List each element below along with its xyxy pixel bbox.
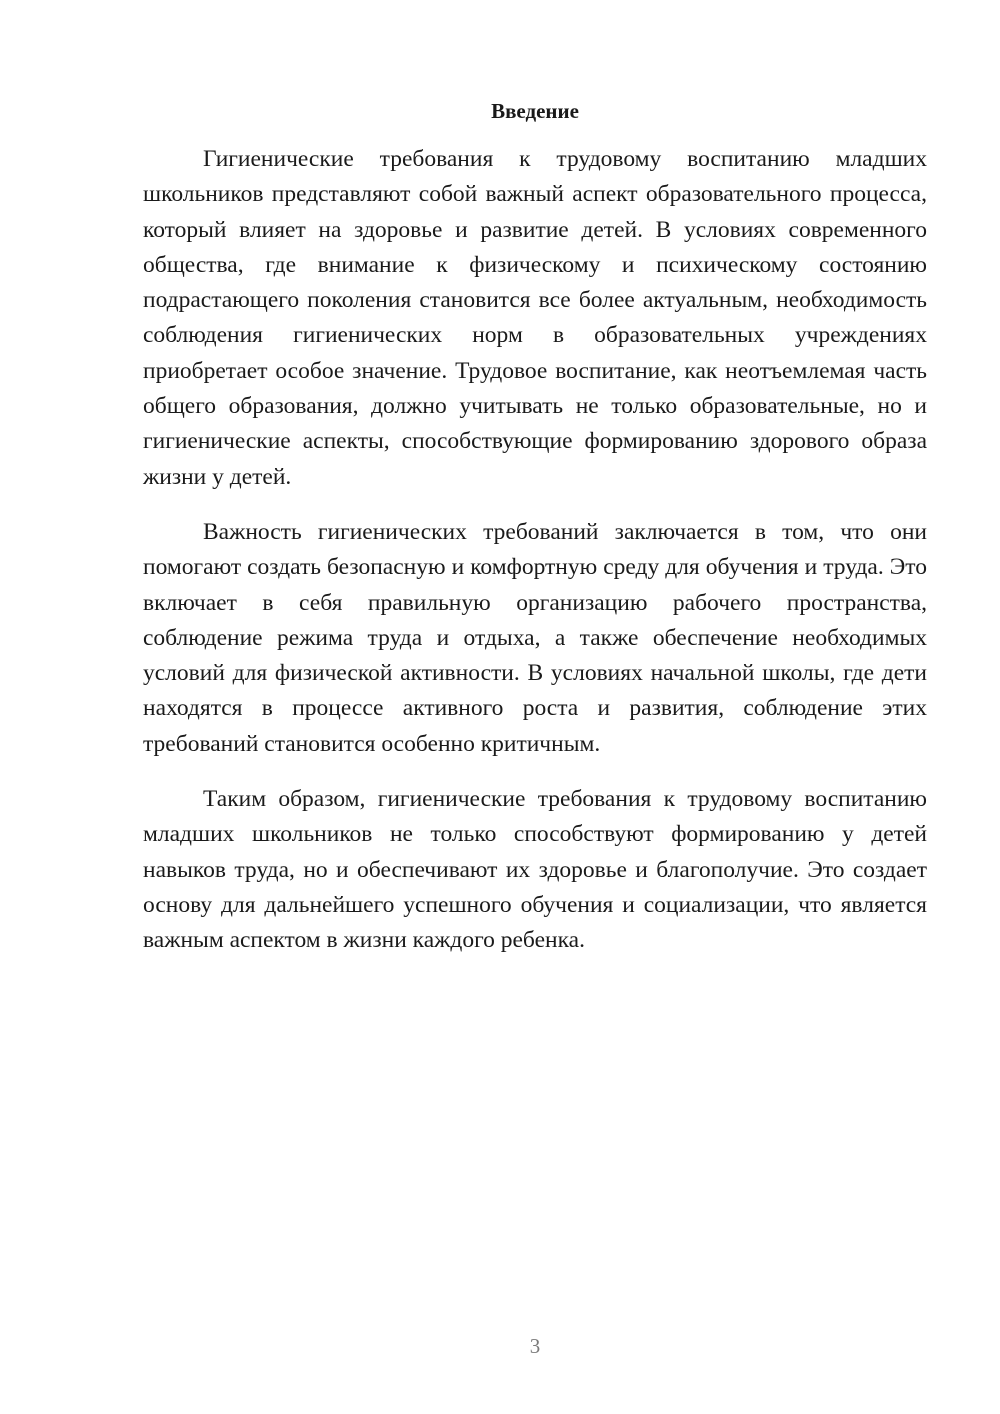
section-heading: Введение bbox=[491, 99, 579, 123]
paragraph-3: Таким образом, гигиенические требования к трудовому воспитанию младших школьников не только способствуют формированию у детей навыков труда, но и обеспечивают их здоровье и благополучие. Это создает основу для дальнейшего успешного обучения и социализации, что является важным аспектом в жизни каждого ребенка. bbox=[143, 786, 927, 954]
paragraph-2: Важность гигиенических требований заключается в том, что они помогают создать безопасную и комфортную среду для обучения и труда. Это включает в себя правильную организацию рабочего пространства, соблюдение режима труда и отдыха, а также обеспечение необходимых условий для физической активности. В условиях начальной школы, где дети находятся в процессе активного роста и развития, соблюдение этих требований становится особенно критичным. bbox=[143, 518, 927, 757]
document-body bbox=[143, 142, 927, 979]
page-number: 3 bbox=[529, 1334, 541, 1358]
paragraph-1: Гигиенические требования к трудовому воспитанию младших школьников представляют собой важный аспект образовательного процесса, который влияет на здоровье и развитие детей. В условиях современного общества, где внимание к физическому и психическому состоянию подрастающего поколения становится все более актуальным, необходимость соблюдения гигиенических норм в образовательных учреждениях приобретает особое значение. Трудовое воспитание, как неотъемлемая часть общего образования, должно учитывать не только образовательные, но и гигиенические аспекты, способствующие формированию здорового образа жизни у детей. bbox=[143, 146, 927, 490]
